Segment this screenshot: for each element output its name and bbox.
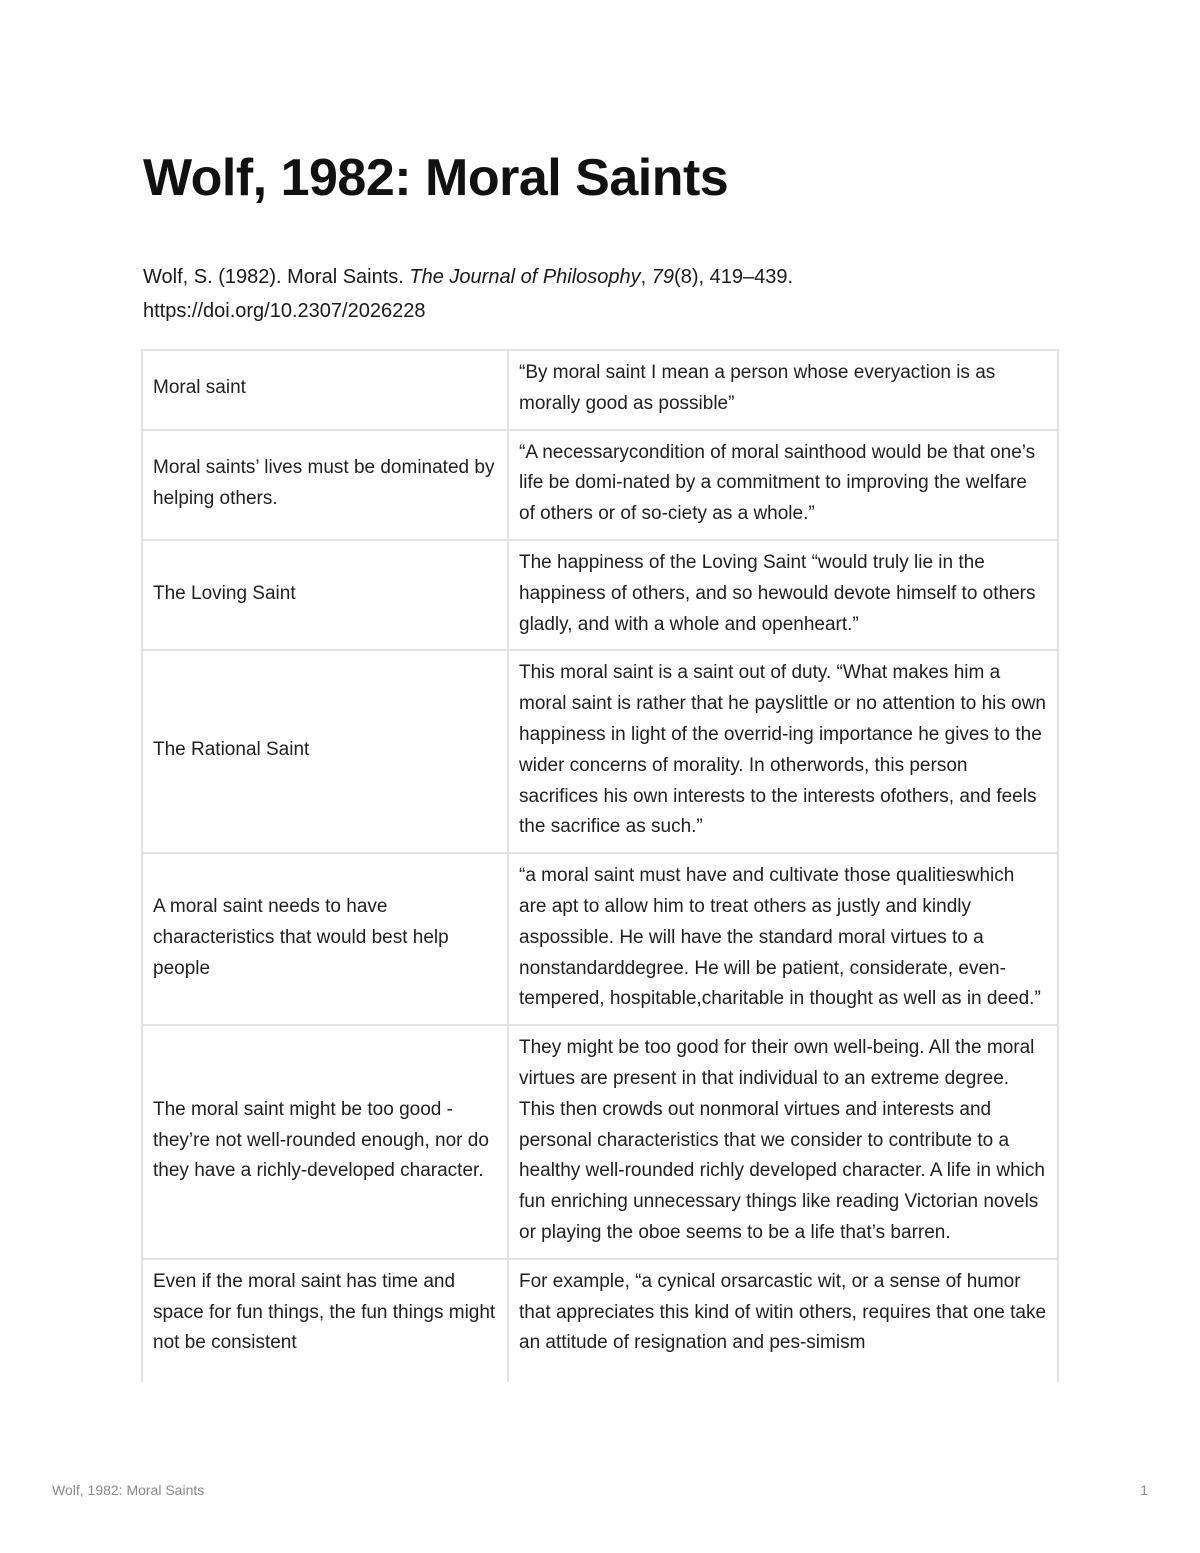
table-row <box>142 853 1058 1025</box>
notes-table <box>141 349 1059 1382</box>
citation-doi: https://doi.org/10.2307/2026228 <box>143 300 426 322</box>
note-cell: “a moral saint must have and cultivate those qualitieswhich are apt to allow him to treat others as justly and kindly aspossible. He will have the standard moral virtues to a nonstandarddegree. He will be patient, considerate, even-tempered, hospitable,charitable in thought as well as in deed.” <box>508 853 1058 1025</box>
table-row <box>142 1259 1058 1382</box>
citation-separator: , <box>640 266 652 288</box>
table-row <box>142 1025 1058 1259</box>
term-cell: The Loving Saint <box>142 540 508 650</box>
note-cell: They might be too good for their own well-being. All the moral virtues are present in that individual to an extreme degree. This then crowds out nonmoral virtues and interests and personal characteristics that we consider to contribute to a healthy well-rounded richly developed character. A life in which fun enriching unnecessary things like reading Victorian novels or playing the oboe seems to be a life that’s barren. <box>508 1025 1058 1259</box>
note-cell: This moral saint is a saint out of duty. “What makes him a moral saint is rather that he payslittle or no attention to his own happiness in light of the overrid-ing importance he gives to the wider concerns of morality. In otherwords, this person sacrifices his own interests to the interests ofothers, and feels the sacrifice as such.” <box>508 650 1058 853</box>
citation-volume: 79 <box>651 266 675 288</box>
page-title: Wolf, 1982: Moral Saints <box>143 149 729 207</box>
table-row <box>142 350 1058 430</box>
note-cell: “A necessarycondition of moral sainthood would be that one’s life be domi-nated by a commitment to improving the welfare of others or of so-ciety as a whole.” <box>508 430 1058 540</box>
note-cell: The happiness of the Loving Saint “would truly lie in the happiness of others, and so hewould devote himself to others gladly, and with a whole and openheart.” <box>508 540 1058 650</box>
term-cell: Moral saints’ lives must be dominated by helping others. <box>142 430 508 540</box>
term-cell: The moral saint might be too good - they’re not well-rounded enough, nor do they have a richly-developed character. <box>142 1025 508 1259</box>
table-row <box>142 650 1058 853</box>
note-cell: For example, “a cynical orsarcastic wit, or a sense of humor that appreciates this kind of witin others, requires that one take an attitude of resignation and pes-simism <box>508 1259 1058 1382</box>
table-row <box>142 430 1058 540</box>
citation <box>143 260 1043 328</box>
table-row <box>142 540 1058 650</box>
term-cell: The Rational Saint <box>142 650 508 853</box>
term-cell: A moral saint needs to have characteristics that would best help people <box>142 853 508 1025</box>
term-cell: Moral saint <box>142 350 508 430</box>
citation-journal: The Journal of Philosophy <box>409 266 641 288</box>
footer-title: Wolf, 1982: Moral Saints <box>52 1482 205 1498</box>
page-number: 1 <box>1140 1482 1148 1498</box>
note-cell: “By moral saint I mean a person whose everyaction is as morally good as possible” <box>508 350 1058 430</box>
citation-prefix: Wolf, S. (1982). Moral Saints. <box>143 266 410 288</box>
term-cell: Even if the moral saint has time and space for fun things, the fun things might not be consistent <box>142 1259 508 1382</box>
citation-issue-pages: (8), 419–439. <box>674 266 794 288</box>
